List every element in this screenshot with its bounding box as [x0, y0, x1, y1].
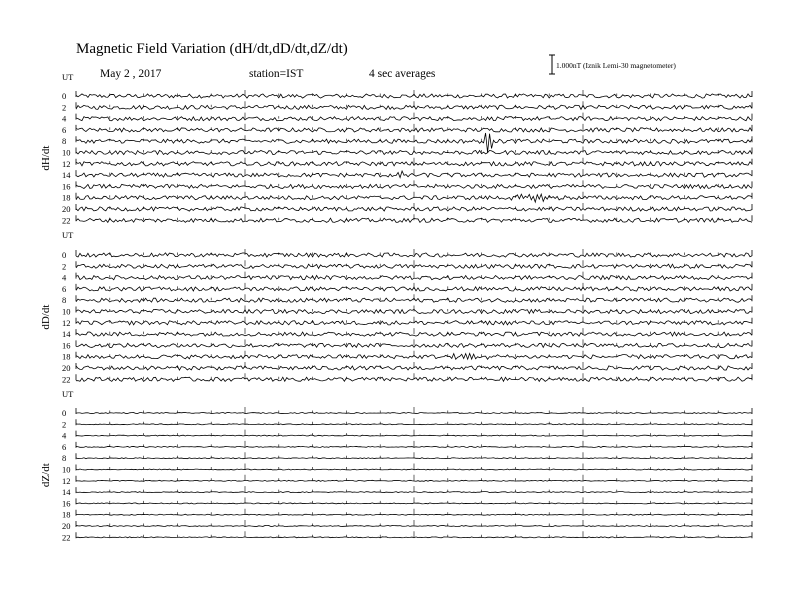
panel-ylabel: dH/dt [40, 145, 52, 171]
panel-ylabel: dZ/dt [40, 463, 52, 488]
hour-tick-label: 2 [62, 261, 67, 272]
chart-date: May 2 , 2017 [100, 68, 162, 80]
hour-tick-label: 10 [62, 147, 71, 158]
hour-tick-label: 16 [62, 181, 71, 192]
hour-tick-label: 18 [62, 509, 71, 520]
hour-tick-label: 8 [62, 136, 67, 147]
scale-bar [549, 55, 676, 74]
hour-tick-label: 14 [62, 170, 71, 181]
hour-tick-label: 14 [62, 329, 71, 340]
hour-tick-label: 2 [62, 419, 67, 430]
panel-dH-dt [40, 72, 752, 225]
hour-tick-label: 14 [62, 487, 71, 498]
hour-tick-label: 16 [62, 498, 71, 509]
trace-line [76, 503, 752, 504]
scale-bar-label: 1.000nT (Iznik Lemi-30 magnetometer) [556, 61, 676, 70]
panel-dZ-dt [40, 389, 752, 542]
hour-tick-label: 4 [62, 272, 67, 283]
chart-averaging: 4 sec averages [369, 68, 436, 80]
hour-tick-label: 22 [62, 532, 71, 543]
hour-tick-label: 0 [62, 91, 67, 101]
hour-tick-label: 2 [62, 102, 67, 113]
hour-tick-label: 12 [62, 475, 71, 486]
hour-tick-label: 4 [62, 430, 67, 441]
ut-label: UT [62, 230, 74, 240]
hour-tick-label: 12 [62, 317, 71, 328]
panel-ylabel: dD/dt [40, 304, 52, 330]
hour-tick-label: 8 [62, 453, 67, 464]
hour-tick-label: 12 [62, 158, 71, 169]
hour-tick-label: 18 [62, 351, 71, 362]
hour-tick-label: 8 [62, 295, 67, 306]
hour-tick-label: 6 [62, 283, 67, 294]
hour-tick-label: 20 [62, 363, 71, 373]
hour-tick-label: 22 [62, 374, 71, 385]
panel-dD-dt [40, 230, 752, 384]
hour-tick-label: 0 [62, 250, 67, 260]
hour-tick-label: 10 [62, 464, 71, 475]
chart-station: station=IST [249, 68, 304, 80]
hour-tick-label: 6 [62, 441, 67, 452]
ut-label: UT [62, 389, 74, 399]
ut-label: UT [62, 72, 74, 82]
hour-tick-label: 18 [62, 192, 71, 203]
hour-tick-label: 10 [62, 306, 71, 317]
chart-title: Magnetic Field Variation (dH/dt,dD/dt,dZ/dt) [76, 41, 348, 57]
hour-tick-label: 20 [62, 521, 71, 531]
hour-tick-label: 4 [62, 113, 67, 124]
hour-tick-label: 6 [62, 124, 67, 135]
panels [40, 72, 752, 542]
hour-tick-label: 20 [62, 204, 71, 214]
hour-tick-label: 0 [62, 408, 67, 418]
hour-tick-label: 22 [62, 215, 71, 226]
hour-tick-label: 16 [62, 340, 71, 351]
